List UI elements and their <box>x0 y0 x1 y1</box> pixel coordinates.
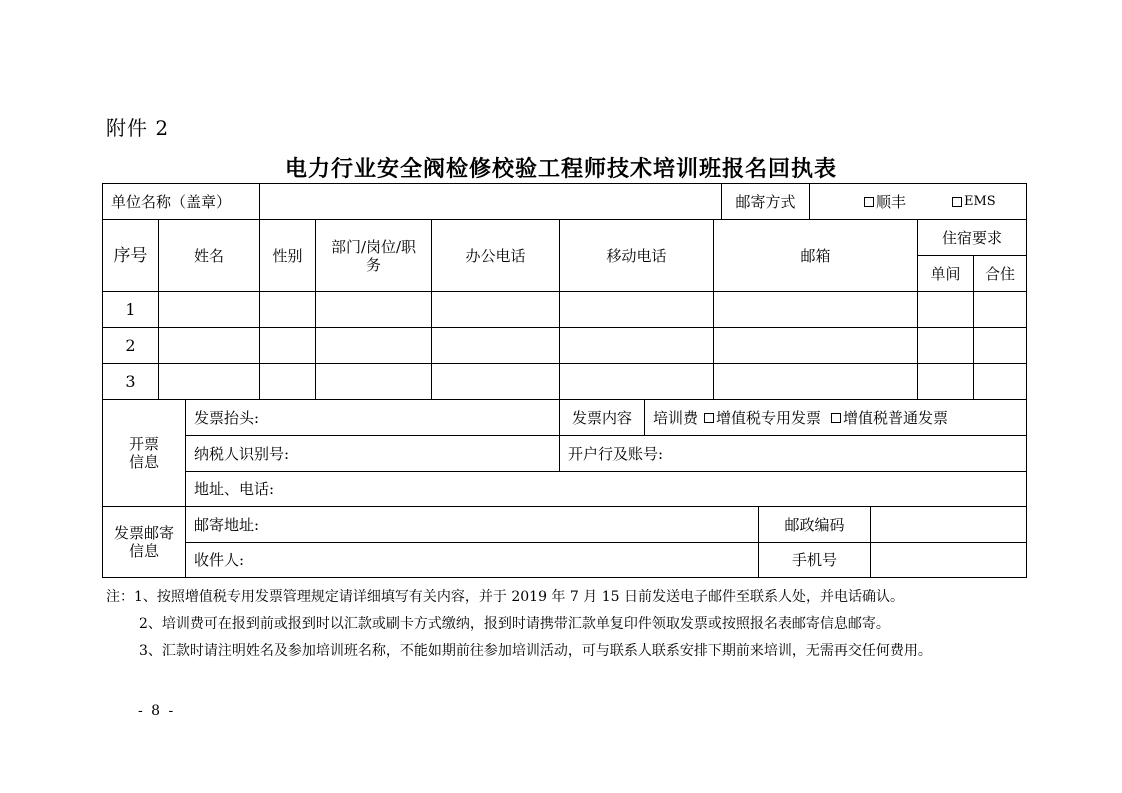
invoice-content-prefix: 培训费 <box>653 408 699 427</box>
invoice-option-special-label: 增值税专用发票 <box>716 408 822 427</box>
phone-label: 手机号 <box>758 542 871 578</box>
row-office-phone-field[interactable] <box>431 363 560 400</box>
row-seq: 3 <box>102 363 159 400</box>
col-office-phone: 办公电话 <box>431 219 560 292</box>
col-mobile: 移动电话 <box>559 219 714 292</box>
mail-method-options <box>809 183 1027 220</box>
row-office-phone-field[interactable] <box>431 327 560 364</box>
mail-method-label: 邮寄方式 <box>721 183 810 220</box>
row-mobile-field[interactable] <box>559 363 714 400</box>
attachment-label: 附件 2 <box>106 116 170 140</box>
note-1: 注：1、按照增值税专用发票管理规定请详细填写有关内容，并于 2019 年 7 月 15 日前发送电子邮件至联系人处，并电话确认。 <box>106 589 904 605</box>
recipient-field[interactable]: 收件人: <box>185 542 759 578</box>
address-phone-field[interactable]: 地址、电话: <box>185 471 1027 507</box>
note-3: 3、汇款时请注明姓名及参加培训班名称，不能如期前往参加培训活动，可与联系人联系安排下期前来培训，无需再交任何费用。 <box>139 643 932 659</box>
row-shared-field[interactable] <box>973 291 1027 328</box>
invoice-option-special[interactable] <box>704 409 821 427</box>
row-seq: 1 <box>102 291 159 328</box>
bank-account-field[interactable]: 开户行及账号: <box>559 435 1027 472</box>
row-gender-field[interactable] <box>259 291 316 328</box>
row-email-field[interactable] <box>713 363 918 400</box>
row-email-field[interactable] <box>713 327 918 364</box>
invoice-mail-section-label: 发票邮寄信息 <box>102 506 186 578</box>
invoice-content-options <box>644 399 1027 436</box>
mail-option-ems-label: EMS <box>964 193 996 209</box>
row-name-field[interactable] <box>158 327 260 364</box>
checkbox-icon[interactable] <box>864 197 874 207</box>
invoice-option-normal-label: 增值税普通发票 <box>843 408 949 427</box>
invoice-option-normal[interactable] <box>831 409 948 427</box>
row-dept-field[interactable] <box>315 363 432 400</box>
row-shared-field[interactable] <box>973 327 1027 364</box>
row-dept-field[interactable] <box>315 291 432 328</box>
mail-address-field[interactable]: 邮寄地址: <box>185 506 759 543</box>
row-office-phone-field[interactable] <box>431 291 560 328</box>
tax-id-field[interactable]: 纳税人识别号: <box>185 435 560 472</box>
col-dept: 部门/岗位/职务 <box>315 219 432 292</box>
row-gender-field[interactable] <box>259 327 316 364</box>
row-shared-field[interactable] <box>973 363 1027 400</box>
mail-option-sf[interactable] <box>864 193 906 211</box>
row-single-field[interactable] <box>917 327 974 364</box>
row-single-field[interactable] <box>917 291 974 328</box>
row-name-field[interactable] <box>158 363 260 400</box>
checkbox-icon[interactable] <box>704 413 714 423</box>
invoice-title-field[interactable]: 发票抬头: <box>185 399 560 436</box>
row-dept-field[interactable] <box>315 327 432 364</box>
postcode-label: 邮政编码 <box>758 506 871 543</box>
mail-option-ems[interactable] <box>952 193 996 211</box>
col-shared-room: 合住 <box>973 255 1027 292</box>
row-gender-field[interactable] <box>259 363 316 400</box>
checkbox-icon[interactable] <box>952 197 962 207</box>
mail-option-sf-label: 顺丰 <box>876 192 907 211</box>
col-name: 姓名 <box>158 219 260 292</box>
page-number: - 8 - <box>138 703 176 719</box>
invoice-content-label: 发票内容 <box>559 399 645 436</box>
postcode-field[interactable] <box>870 506 1027 543</box>
unit-name-label: 单位名称（盖章） <box>102 183 260 220</box>
invoice-section-label: 开票信息 <box>102 399 186 507</box>
phone-field[interactable] <box>870 542 1027 578</box>
col-single-room: 单间 <box>917 255 974 292</box>
row-name-field[interactable] <box>158 291 260 328</box>
unit-name-field[interactable] <box>259 183 722 220</box>
note-2: 2、培训费可在报到前或报到时以汇款或刷卡方式缴纳，报到时请携带汇款单复印件领取发票或按照报名表邮寄信息邮寄。 <box>139 616 890 632</box>
form-title: 电力行业安全阀检修校验工程师技术培训班报名回执表 <box>284 156 837 182</box>
col-accommodation: 住宿要求 <box>917 219 1027 256</box>
row-single-field[interactable] <box>917 363 974 400</box>
row-mobile-field[interactable] <box>559 291 714 328</box>
row-seq: 2 <box>102 327 159 364</box>
row-email-field[interactable] <box>713 291 918 328</box>
col-seq: 序号 <box>102 219 159 292</box>
checkbox-icon[interactable] <box>831 413 841 423</box>
col-email: 邮箱 <box>713 219 918 292</box>
row-mobile-field[interactable] <box>559 327 714 364</box>
col-gender: 性别 <box>259 219 316 292</box>
